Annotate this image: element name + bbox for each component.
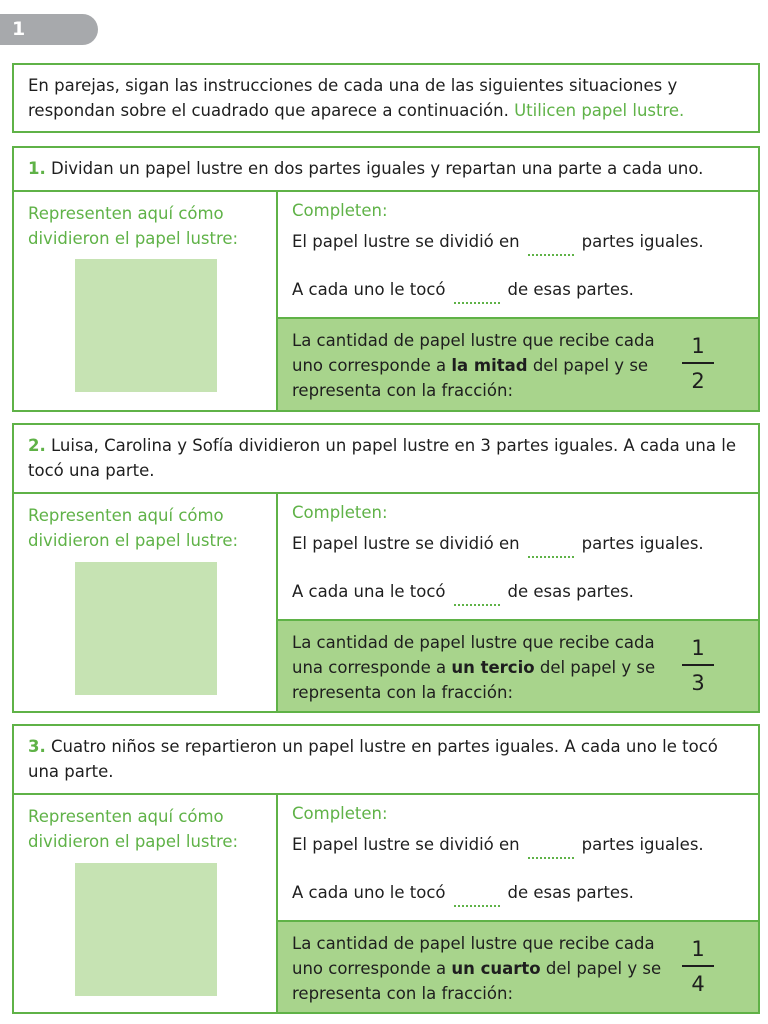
fraction-summary	[278, 922, 758, 1012]
fraction-bar	[682, 965, 714, 967]
drawing-area	[14, 795, 278, 1012]
fraction-denominator: 4	[691, 972, 705, 996]
summary-part: del papel y se representa con la fracción:	[292, 658, 656, 702]
activity-1-header	[14, 148, 758, 192]
answer-area	[278, 494, 758, 711]
parts-sentence	[292, 232, 704, 256]
summary-bold: un tercio	[451, 658, 535, 677]
activity-number: 2.	[28, 436, 46, 455]
paper-square[interactable]	[75, 562, 217, 695]
sentence-text: El papel lustre se dividió en	[292, 232, 520, 251]
instructions-box	[12, 63, 760, 133]
sentence-text: A cada uno le tocó	[292, 280, 446, 299]
sentence-text: A cada una le tocó	[292, 582, 446, 601]
summary-part: del papel y se representa con la fracción:	[292, 356, 649, 400]
activity-1	[12, 146, 760, 412]
share-blank[interactable]	[454, 904, 500, 907]
fraction	[678, 635, 718, 696]
instructions-highlight: Utilicen papel lustre.	[514, 100, 685, 120]
summary-bold: un cuarto	[451, 959, 541, 978]
fraction-numerator: 1	[691, 937, 705, 961]
share-blank[interactable]	[454, 603, 500, 606]
fraction-summary	[278, 319, 758, 410]
summary-part: La cantidad de papel lustre que recibe cada uno corresponde a	[292, 331, 655, 375]
paper-square[interactable]	[75, 863, 217, 996]
activity-3-header	[14, 726, 758, 795]
parts-blank[interactable]	[528, 555, 574, 558]
fraction	[678, 333, 718, 394]
activity-3	[12, 724, 760, 1014]
drawing-instructions: Representen aquí cómo dividieron el papel lustre:	[28, 807, 239, 851]
answer-area	[278, 192, 758, 410]
activity-number: 1.	[28, 159, 46, 178]
drawing-instructions: Representen aquí cómo dividieron el papel lustre:	[28, 204, 239, 248]
parts-sentence	[292, 534, 704, 558]
complete-title: Completen:	[292, 503, 388, 522]
complete-section	[278, 494, 758, 621]
drawing-area	[14, 494, 278, 711]
sentence-text: partes iguales.	[581, 835, 704, 854]
page-number-badge: 1	[0, 14, 98, 45]
summary-text	[292, 328, 662, 403]
parts-blank[interactable]	[528, 253, 574, 256]
share-blank[interactable]	[454, 301, 500, 304]
sentence-text: de esas partes.	[507, 280, 634, 299]
share-sentence	[292, 280, 634, 304]
fraction	[678, 936, 718, 997]
sentence-text: de esas partes.	[507, 582, 634, 601]
complete-title: Completen:	[292, 201, 388, 220]
sentence-text: partes iguales.	[581, 232, 704, 251]
instructions-text: En parejas, sigan las instrucciones de cada una de las siguientes situaciones y respondan sobre el cuadrado que aparece a continuación.	[28, 76, 678, 120]
summary-text	[292, 931, 662, 1006]
activity-2	[12, 423, 760, 713]
sentence-text: de esas partes.	[507, 883, 634, 902]
paper-square[interactable]	[75, 259, 217, 392]
summary-bold: la mitad	[451, 356, 528, 375]
activity-prompt: Cuatro niños se repartieron un papel lustre en partes iguales. A cada uno le tocó una parte.	[28, 737, 718, 781]
activity-body	[14, 192, 758, 410]
parts-sentence	[292, 835, 704, 859]
sentence-text: El papel lustre se dividió en	[292, 534, 520, 553]
answer-area	[278, 795, 758, 1012]
activity-body	[14, 795, 758, 1012]
activity-prompt: Luisa, Carolina y Sofía dividieron un papel lustre en 3 partes iguales. A cada una le tocó una parte.	[28, 436, 736, 480]
summary-part: La cantidad de papel lustre que recibe cada una corresponde a	[292, 633, 655, 677]
fraction-bar	[682, 362, 714, 364]
complete-section	[278, 192, 758, 319]
sentence-text: A cada uno le tocó	[292, 883, 446, 902]
fraction-denominator: 3	[691, 671, 705, 695]
complete-title: Completen:	[292, 804, 388, 823]
summary-part: La cantidad de papel lustre que recibe cada uno corresponde a	[292, 934, 655, 978]
activity-2-header	[14, 425, 758, 494]
activity-number: 3.	[28, 737, 46, 756]
fraction-summary	[278, 621, 758, 711]
share-sentence	[292, 883, 634, 907]
summary-text	[292, 630, 662, 705]
drawing-instructions: Representen aquí cómo dividieron el papel lustre:	[28, 506, 239, 550]
fraction-bar	[682, 664, 714, 666]
fraction-numerator: 1	[691, 334, 705, 358]
drawing-area	[14, 192, 278, 410]
fraction-denominator: 2	[691, 369, 705, 393]
activity-body	[14, 494, 758, 711]
activity-prompt: Dividan un papel lustre en dos partes iguales y repartan una parte a cada uno.	[51, 159, 704, 178]
sentence-text: partes iguales.	[581, 534, 704, 553]
sentence-text: El papel lustre se dividió en	[292, 835, 520, 854]
summary-part: del papel y se representa con la fracción:	[292, 959, 662, 1003]
complete-section	[278, 795, 758, 922]
share-sentence	[292, 582, 634, 606]
fraction-numerator: 1	[691, 636, 705, 660]
parts-blank[interactable]	[528, 856, 574, 859]
